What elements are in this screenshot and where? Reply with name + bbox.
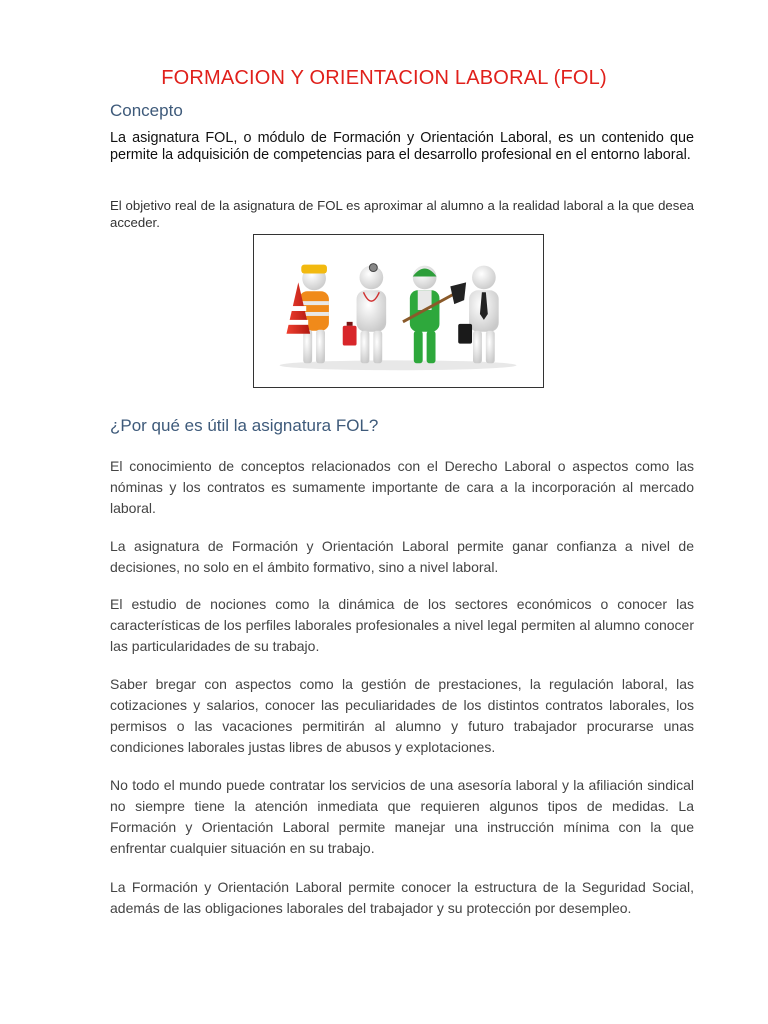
workers-illustration	[253, 234, 544, 388]
doctor-figure	[343, 264, 386, 364]
concept-paragraph: La asignatura FOL, o módulo de Formación y Orientación Laboral, es un contenido que permite la adquisición de competencias para el desarrollo profesional en el entorno laboral.	[110, 130, 694, 163]
gardener-figure	[403, 266, 466, 364]
workers-illustration-icon	[254, 235, 543, 387]
section-heading-concepto: Concepto	[110, 101, 183, 120]
document-title: FORMACION Y ORIENTACION LABORAL (FOL)	[161, 67, 607, 89]
body-paragraph-2: La asignatura de Formación y Orientación Laboral permite ganar confianza a nivel de decisiones, no solo en el ámbito formativo, sino a nivel laboral.	[110, 538, 694, 575]
businessman-figure	[458, 266, 498, 364]
section-heading-utilidad: ¿Por qué es útil la asignatura FOL?	[110, 416, 379, 435]
body-paragraph-1: El conocimiento de conceptos relacionados con el Derecho Laboral o aspectos como las nóminas y los contratos es sumamente importante de cara a la incorporación al mercado laboral.	[110, 458, 694, 516]
body-paragraph-5: No todo el mundo puede contratar los servicios de una asesoría laboral y la afiliación sindical no siempre tiene la atención inmediata que requieren algunos tipos de medidas. La Formación y Orientación Laboral permite manejar una instrucción mínima con la que enfrentar cualquier situación en su trabajo.	[110, 777, 694, 856]
construction-worker-figure	[286, 265, 328, 364]
body-paragraph-4: Saber bregar con aspectos como la gestión de prestaciones, la regulación laboral, las cotizaciones y salarios, conocer las peculiaridades de los distintos contratos laborales, los permisos o las vacaciones permitirán al alumno y futuro trabajador procurarse unas condiciones laborales justas libres de abusos y explotaciones.	[110, 676, 694, 755]
objective-paragraph: El objetivo real de la asignatura de FOL es aproximar al alumno a la realidad laboral a la que desea acceder.	[110, 198, 694, 230]
body-paragraph-3: El estudio de nociones como la dinámica de los sectores económicos o conocer las características de los perfiles laborales profesionales a nivel legal permiten al alumno conocer las particularidades de su trabajo.	[110, 596, 694, 654]
body-paragraph-6: La Formación y Orientación Laboral permite conocer la estructura de la Seguridad Social, además de las obligaciones laborales del trabajador y su protección por desempleo.	[110, 879, 694, 916]
